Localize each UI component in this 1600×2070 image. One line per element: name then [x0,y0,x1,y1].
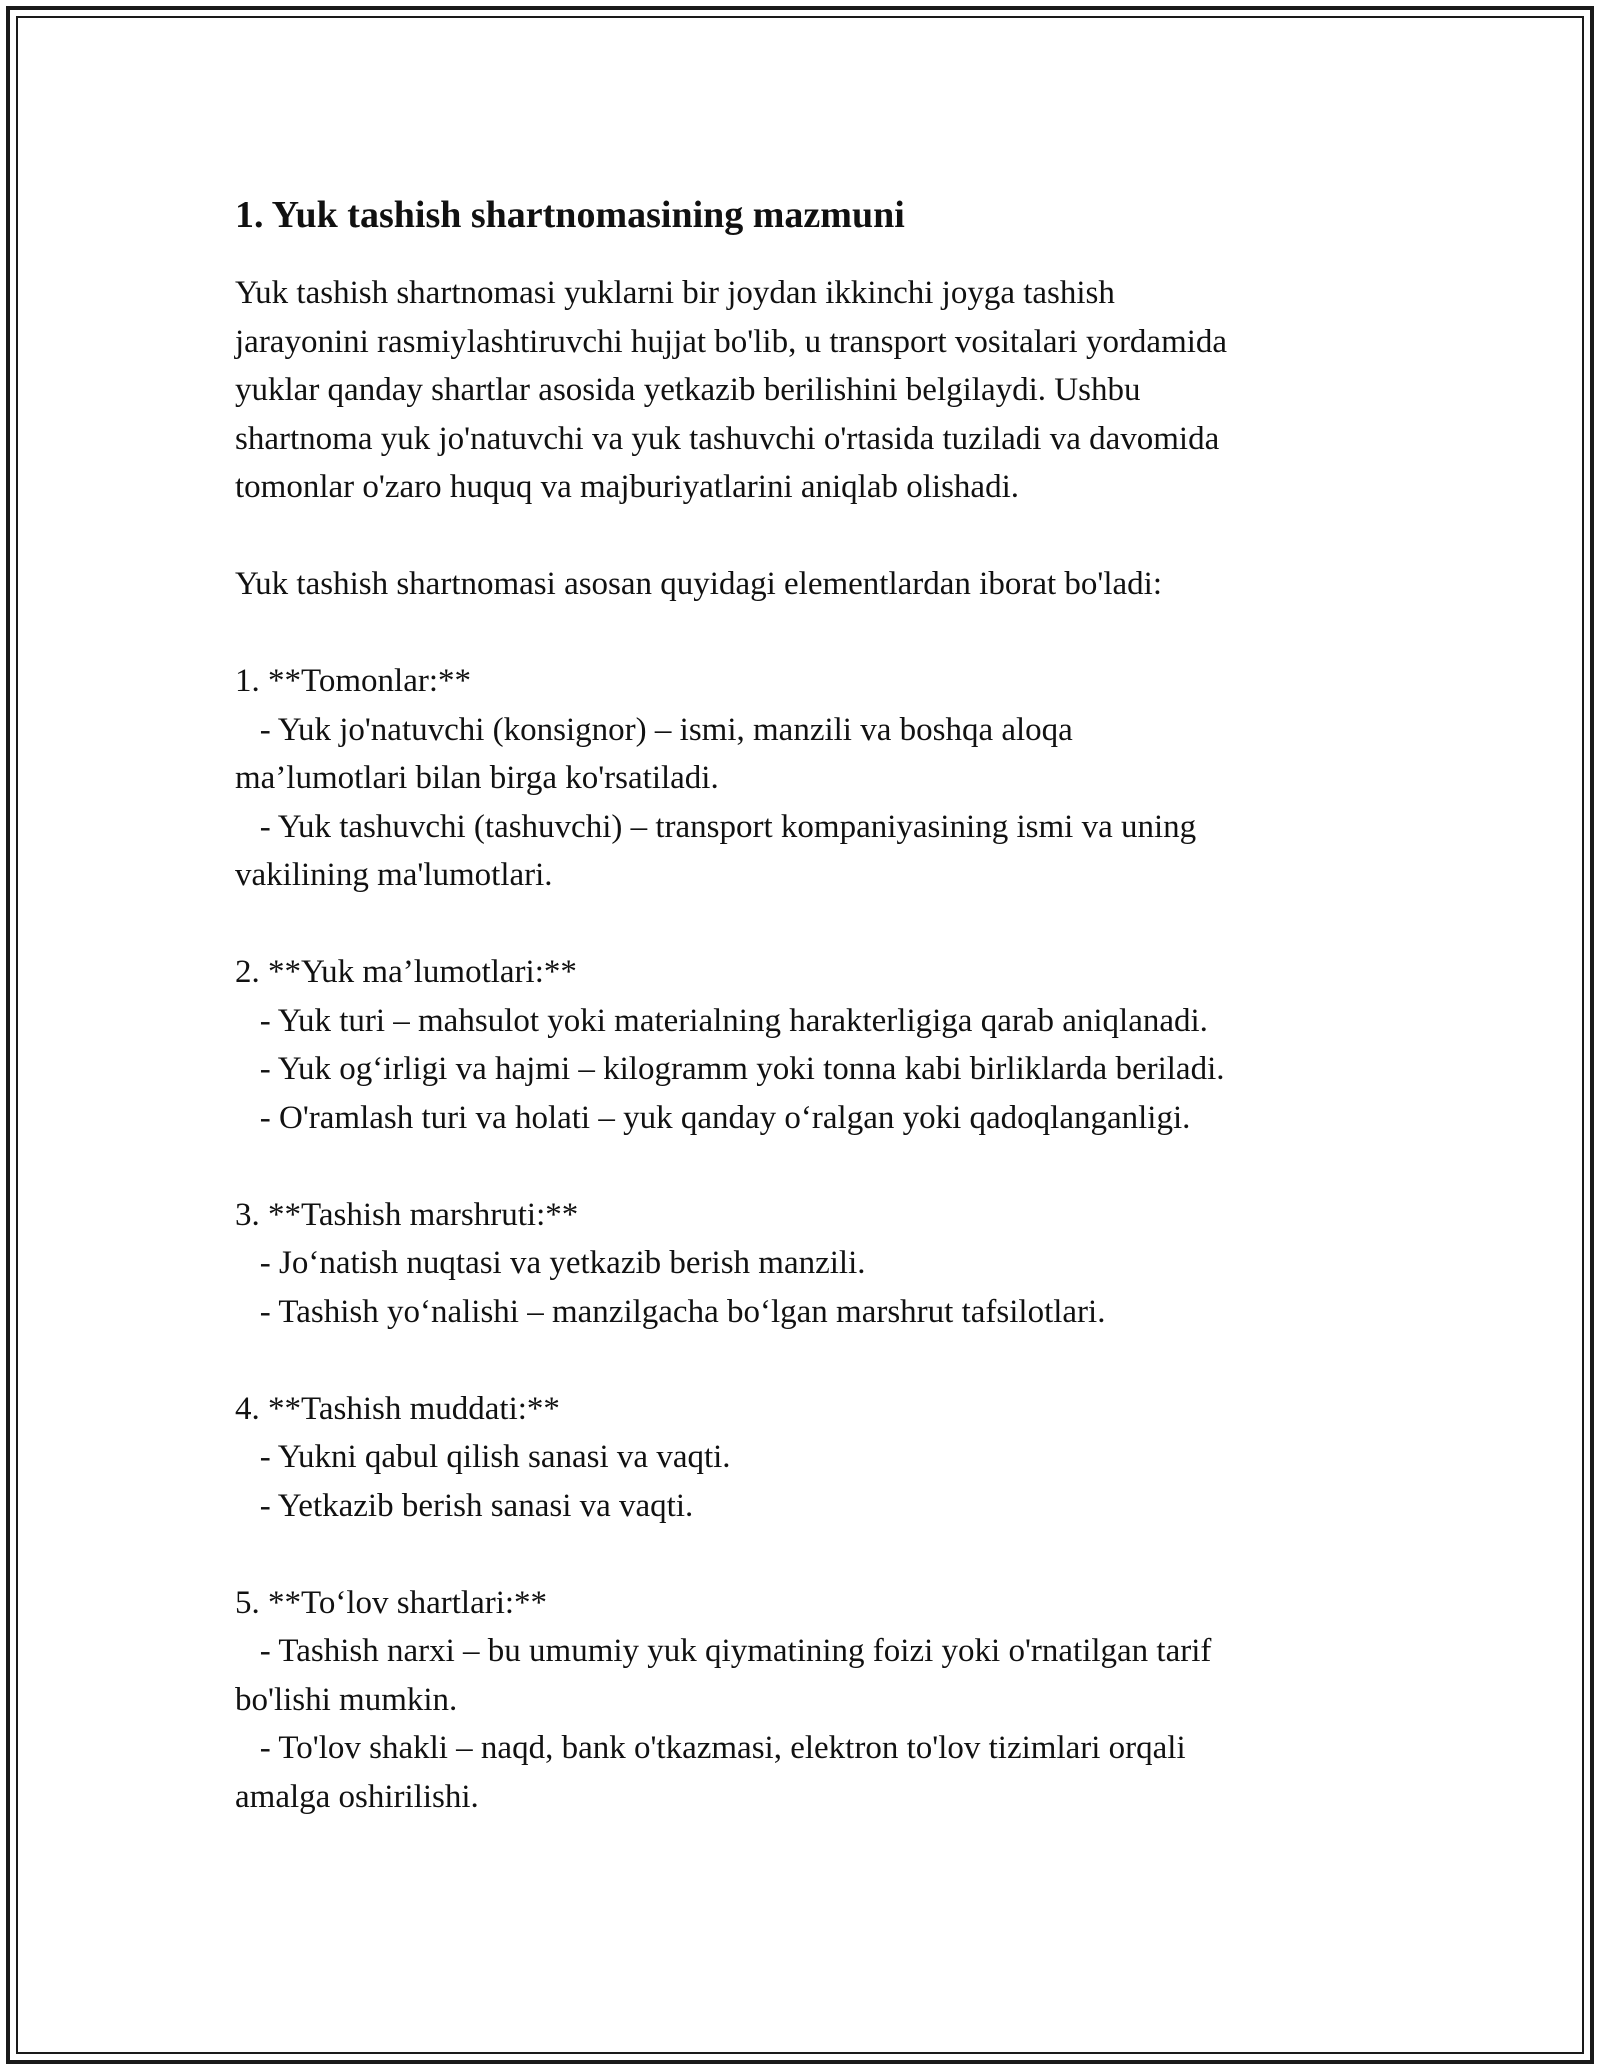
spacer [235,609,1395,658]
intro-paragraph [235,269,1395,512]
spacer [235,900,1395,949]
lead-paragraph: Yuk tashish shartnomasi asosan quyidagi elementlardan iborat bo'ladi: [235,566,1162,602]
spacer [235,512,1395,561]
section-line: - Yuk og‘irligi va hajmi – kilogramm yoki tonna kabi birliklarda beriladi. [235,1051,1225,1087]
section-tashish-marshruti [235,1191,1395,1337]
intro-line: shartnoma yuk jo'natuvchi va yuk tashuvchi o'rtasida tuziladi va davomida [235,420,1220,457]
section-line: - Yuk jo'natuvchi (konsignor) – ismi, manzili va boshqa aloqa [235,711,1073,748]
section-heading: 1. **Tomonlar:** [235,663,471,699]
section-line: - Jo‘natish nuqtasi va yetkazib berish manzili. [235,1245,866,1281]
section-yuk-malumotlari [235,948,1395,1142]
section-tashish-muddati [235,1385,1395,1531]
section-heading: 5. **To‘lov shartlari:** [235,1584,548,1621]
spacer [235,1336,1395,1385]
section-line: - O'ramlash turi va holati – yuk qanday o‘ralgan yoki qadoqlanganligi. [235,1099,1191,1136]
document-title: 1. Yuk tashish shartnomasining mazmuni [235,194,905,236]
intro-line: yuklar qanday shartlar asosida yetkazib berilishini belgilaydi. Ushbu [235,372,1141,408]
intro-line: jarayonini rasmiylashtiruvchi hujjat bo'lib, u transport vositalari yordamida [235,323,1228,360]
section-heading: 3. **Tashish marshruti:** [235,1196,579,1233]
intro-line: Yuk tashish shartnomasi yuklarni bir joydan ikkinchi joyga tashish [235,275,1115,311]
section-line: - Yuk tashuvchi (tashuvchi) – transport kompaniyasining ismi va uning [235,808,1197,845]
section-line: - Yetkazib berish sanasi va vaqti. [235,1487,694,1524]
section-line: bo'lishi mumkin. [235,1681,458,1718]
section-heading: 2. **Yuk ma’lumotlari:** [235,954,577,990]
section-heading: 4. **Tashish muddati:** [235,1390,560,1427]
document-body [235,185,1395,1821]
section-line: - To'lov shakli – naqd, bank o'tkazmasi, elektron to'lov tizimlari orqali [235,1730,1186,1766]
section-line: - Yuk turi – mahsulot yoki materialning harakterligiga qarab aniqlanadi. [235,1002,1208,1039]
section-line: - Tashish yo‘nalishi – manzilgacha bo‘lgan marshrut tafsilotlari. [235,1293,1106,1330]
section-tomonlar [235,657,1395,900]
spacer [235,1142,1395,1191]
section-tolov-shartlari [235,1579,1395,1822]
section-line: - Yukni qabul qilish sanasi va vaqti. [235,1439,731,1475]
section-line: vakilining ma'lumotlari. [235,857,553,893]
spacer [235,1530,1395,1579]
intro-line: tomonlar o'zaro huquq va majburiyatlarini aniqlab olishadi. [235,469,1019,505]
section-line: amalga oshirilishi. [235,1778,479,1815]
section-line: - Tashish narxi – bu umumiy yuk qiymatining foizi yoki o'rnatilgan tarif [235,1633,1212,1669]
section-line: ma’lumotlari bilan birga ko'rsatiladi. [235,760,719,796]
